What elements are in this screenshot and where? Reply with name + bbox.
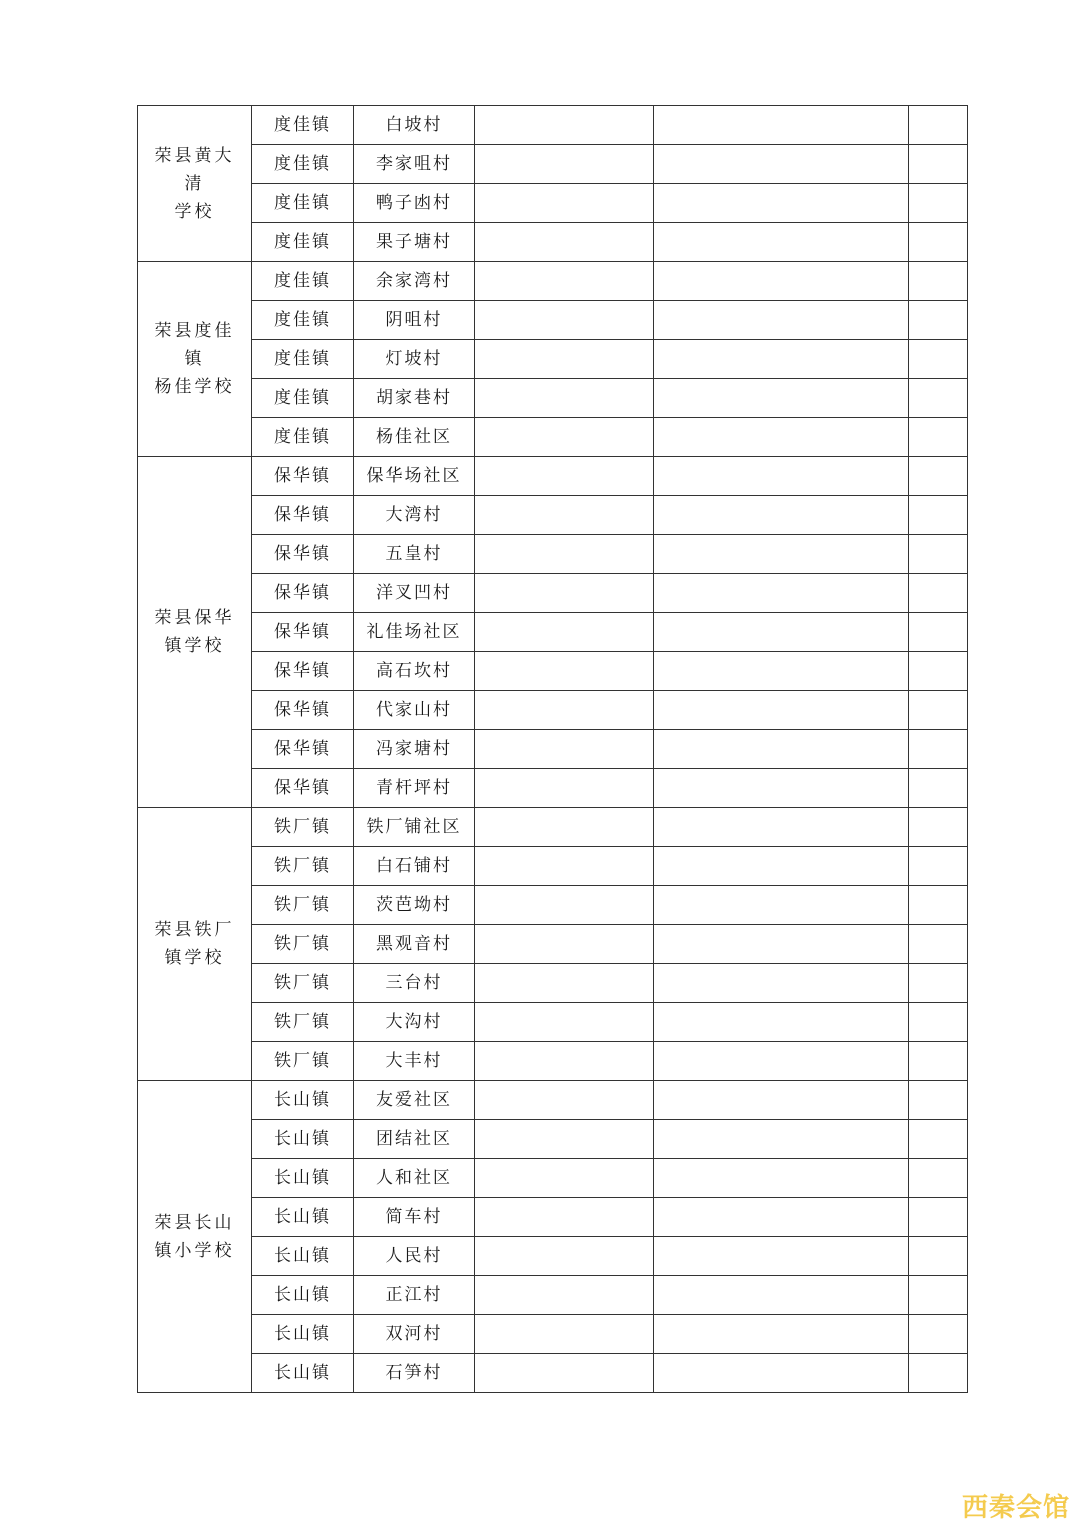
empty-cell-a [475,652,654,691]
village-cell: 礼佳场社区 [354,613,475,652]
table-row [138,262,968,301]
empty-cell-a [475,496,654,535]
table-row [138,574,968,613]
town-cell: 保华镇 [252,652,354,691]
village-cell: 石笋村 [354,1354,475,1393]
village-cell: 简车村 [354,1198,475,1237]
empty-cell-c [909,1315,968,1354]
empty-cell-a [475,1354,654,1393]
town-cell: 度佳镇 [252,184,354,223]
village-cell: 大湾村 [354,496,475,535]
table-row [138,691,968,730]
table-row [138,418,968,457]
village-cell: 茨芭坳村 [354,886,475,925]
table-row [138,1315,968,1354]
town-cell: 铁厂镇 [252,1042,354,1081]
empty-cell-b [654,847,909,886]
empty-cell-c [909,496,968,535]
empty-cell-a [475,1315,654,1354]
table-row [138,106,968,145]
empty-cell-c [909,1198,968,1237]
table-row [138,1120,968,1159]
town-cell: 保华镇 [252,496,354,535]
table-row [138,1003,968,1042]
empty-cell-c [909,886,968,925]
town-cell: 保华镇 [252,691,354,730]
empty-cell-c [909,964,968,1003]
school-name-cell [138,1081,252,1393]
village-cell: 人和社区 [354,1159,475,1198]
empty-cell-c [909,691,968,730]
table-row [138,925,968,964]
empty-cell-c [909,574,968,613]
empty-cell-a [475,1042,654,1081]
table-row [138,1198,968,1237]
empty-cell-a [475,262,654,301]
empty-cell-b [654,1354,909,1393]
empty-cell-b [654,691,909,730]
empty-cell-b [654,457,909,496]
empty-cell-a [475,691,654,730]
school-name-line: 镇小学校 [154,1240,235,1261]
school-name-cell [138,106,252,262]
town-cell: 长山镇 [252,1159,354,1198]
town-cell: 保华镇 [252,535,354,574]
table-row [138,1276,968,1315]
empty-cell-a [475,613,654,652]
village-cell: 白石铺村 [354,847,475,886]
empty-cell-a [475,1237,654,1276]
town-cell: 保华镇 [252,457,354,496]
empty-cell-c [909,223,968,262]
town-cell: 度佳镇 [252,340,354,379]
town-cell: 保华镇 [252,730,354,769]
empty-cell-b [654,964,909,1003]
empty-cell-c [909,1354,968,1393]
empty-cell-c [909,1159,968,1198]
table-row [138,1237,968,1276]
village-cell: 黑观音村 [354,925,475,964]
empty-cell-a [475,964,654,1003]
school-name-cell [138,457,252,808]
table-row [138,964,968,1003]
village-cell: 大沟村 [354,1003,475,1042]
empty-cell-c [909,1120,968,1159]
empty-cell-b [654,340,909,379]
empty-cell-c [909,379,968,418]
empty-cell-b [654,574,909,613]
town-cell: 铁厂镇 [252,1003,354,1042]
village-cell: 灯坡村 [354,340,475,379]
town-cell: 长山镇 [252,1237,354,1276]
empty-cell-c [909,262,968,301]
table-row [138,847,968,886]
empty-cell-b [654,145,909,184]
empty-cell-c [909,418,968,457]
empty-cell-c [909,1003,968,1042]
town-cell: 长山镇 [252,1081,354,1120]
empty-cell-c [909,1276,968,1315]
town-cell: 铁厂镇 [252,886,354,925]
table-row [138,340,968,379]
village-cell: 三台村 [354,964,475,1003]
village-cell: 双河村 [354,1315,475,1354]
village-cell: 杨佳社区 [354,418,475,457]
empty-cell-b [654,106,909,145]
empty-cell-b [654,769,909,808]
town-cell: 度佳镇 [252,379,354,418]
empty-cell-a [475,457,654,496]
empty-cell-a [475,808,654,847]
empty-cell-c [909,808,968,847]
school-district-table [137,105,968,1393]
table-row [138,808,968,847]
table-row [138,379,968,418]
empty-cell-a [475,379,654,418]
empty-cell-b [654,613,909,652]
town-cell: 铁厂镇 [252,847,354,886]
empty-cell-c [909,301,968,340]
town-cell: 铁厂镇 [252,925,354,964]
school-name-cell [138,808,252,1081]
empty-cell-c [909,652,968,691]
empty-cell-c [909,613,968,652]
empty-cell-a [475,925,654,964]
empty-cell-b [654,184,909,223]
school-name-line: 荣县黄大清 [154,145,235,194]
table-row [138,886,968,925]
village-cell: 正江村 [354,1276,475,1315]
village-cell: 青杆坪村 [354,769,475,808]
village-cell: 五皇村 [354,535,475,574]
empty-cell-a [475,1276,654,1315]
village-cell: 鸭子凼村 [354,184,475,223]
empty-cell-a [475,1198,654,1237]
empty-cell-c [909,184,968,223]
empty-cell-a [475,1159,654,1198]
table-row [138,496,968,535]
town-cell: 保华镇 [252,574,354,613]
empty-cell-b [654,1237,909,1276]
empty-cell-a [475,418,654,457]
school-name-line: 镇学校 [164,948,225,968]
empty-cell-a [475,1003,654,1042]
town-cell: 长山镇 [252,1354,354,1393]
town-cell: 度佳镇 [252,301,354,340]
table-row [138,1159,968,1198]
empty-cell-b [654,301,909,340]
village-cell: 大丰村 [354,1042,475,1081]
village-cell: 果子塘村 [354,223,475,262]
school-name-cell [138,262,252,457]
table-row [138,769,968,808]
village-cell: 李家咀村 [354,145,475,184]
table-row [138,457,968,496]
school-name-line: 杨佳学校 [154,377,235,397]
town-cell: 长山镇 [252,1120,354,1159]
village-cell: 高石坎村 [354,652,475,691]
empty-cell-c [909,145,968,184]
empty-cell-c [909,1042,968,1081]
empty-cell-a [475,847,654,886]
school-name-line: 荣县保华 [154,608,235,628]
village-cell: 保华场社区 [354,457,475,496]
empty-cell-c [909,769,968,808]
empty-cell-a [475,535,654,574]
table-row [138,301,968,340]
town-cell: 度佳镇 [252,145,354,184]
empty-cell-b [654,730,909,769]
empty-cell-c [909,1081,968,1120]
village-cell: 白坡村 [354,106,475,145]
town-cell: 度佳镇 [252,106,354,145]
empty-cell-c [909,847,968,886]
village-cell: 团结社区 [354,1120,475,1159]
school-name-line: 荣县长山 [154,1212,235,1233]
table-row [138,184,968,223]
empty-cell-b [654,1120,909,1159]
empty-cell-a [475,145,654,184]
empty-cell-b [654,652,909,691]
empty-cell-b [654,379,909,418]
village-cell: 友爱社区 [354,1081,475,1120]
empty-cell-b [654,535,909,574]
watermark-logo: 西秦会馆 [961,1493,1070,1523]
school-name-line: 学校 [174,201,215,222]
town-cell: 铁厂镇 [252,964,354,1003]
empty-cell-a [475,769,654,808]
empty-cell-b [654,1198,909,1237]
empty-cell-b [654,1159,909,1198]
table-row [138,613,968,652]
empty-cell-a [475,886,654,925]
village-cell: 阴咀村 [354,301,475,340]
empty-cell-b [654,1081,909,1120]
town-cell: 长山镇 [252,1198,354,1237]
empty-cell-b [654,925,909,964]
village-cell: 余家湾村 [354,262,475,301]
school-name-line: 镇学校 [164,636,225,656]
school-name-line: 荣县度佳镇 [154,321,235,369]
town-cell: 保华镇 [252,613,354,652]
empty-cell-a [475,223,654,262]
table-row [138,535,968,574]
village-cell: 胡家巷村 [354,379,475,418]
table-row [138,1354,968,1393]
town-cell: 长山镇 [252,1315,354,1354]
empty-cell-c [909,925,968,964]
empty-cell-a [475,106,654,145]
town-cell: 度佳镇 [252,262,354,301]
empty-cell-c [909,106,968,145]
table-row [138,652,968,691]
empty-cell-b [654,1042,909,1081]
town-cell: 保华镇 [252,769,354,808]
village-cell: 人民村 [354,1237,475,1276]
table-row [138,1042,968,1081]
empty-cell-a [475,184,654,223]
village-cell: 冯家塘村 [354,730,475,769]
table-body [138,106,968,1393]
empty-cell-c [909,730,968,769]
empty-cell-b [654,1315,909,1354]
empty-cell-c [909,340,968,379]
town-cell: 铁厂镇 [252,808,354,847]
village-cell: 洋叉凹村 [354,574,475,613]
table-row [138,145,968,184]
empty-cell-a [475,1120,654,1159]
table-row [138,1081,968,1120]
empty-cell-b [654,262,909,301]
empty-cell-b [654,418,909,457]
empty-cell-a [475,730,654,769]
empty-cell-a [475,301,654,340]
empty-cell-a [475,574,654,613]
empty-cell-b [654,808,909,847]
empty-cell-b [654,1003,909,1042]
village-cell: 代家山村 [354,691,475,730]
village-cell: 铁厂铺社区 [354,808,475,847]
empty-cell-c [909,535,968,574]
empty-cell-b [654,496,909,535]
empty-cell-a [475,1081,654,1120]
empty-cell-b [654,1276,909,1315]
table-row [138,223,968,262]
empty-cell-b [654,223,909,262]
empty-cell-a [475,340,654,379]
table-row [138,730,968,769]
town-cell: 度佳镇 [252,223,354,262]
school-name-line: 荣县铁厂 [154,920,235,940]
empty-cell-b [654,886,909,925]
town-cell: 长山镇 [252,1276,354,1315]
empty-cell-c [909,457,968,496]
town-cell: 度佳镇 [252,418,354,457]
empty-cell-c [909,1237,968,1276]
